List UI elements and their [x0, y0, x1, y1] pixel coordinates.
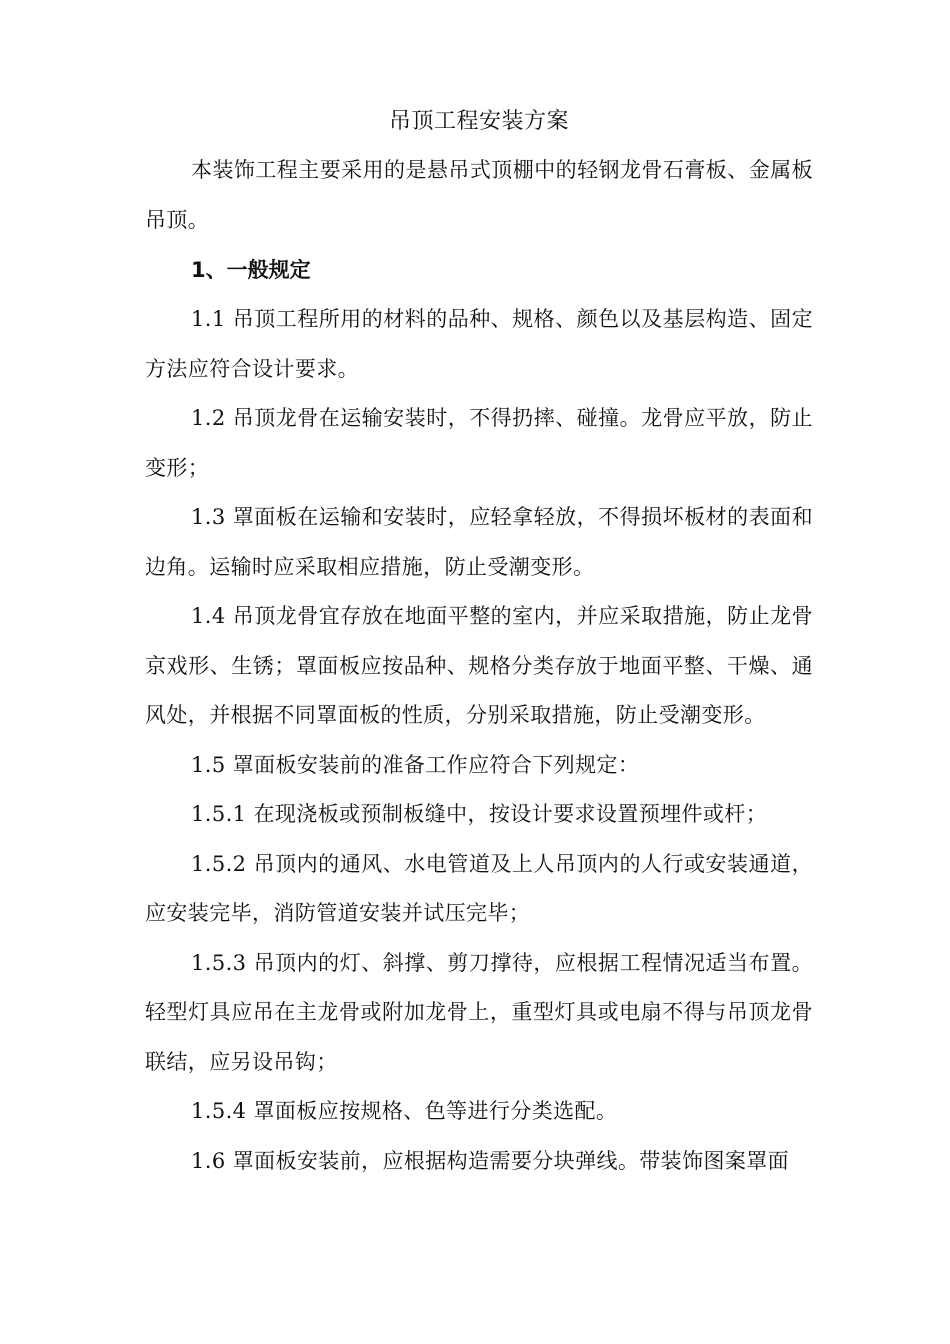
clause-1-4: 1.4 吊顶龙骨宜存放在地面平整的室内，并应采取措施，防止龙骨京戏形、生锈；罩面板应按品种、规格分类存放于地面平整、干燥、通风处，并根据不同罩面板的性质，分别采取措施，防止受潮变形。 — [145, 604, 813, 727]
clause-1-5-3: 1.5.3 吊顶内的灯、斜撑、剪刀撑待，应根据工程情况适当布置。轻型灯具应吊在主龙骨或附加龙骨上，重型灯具或电扇不得与吊顶龙骨联结，应另设吊钩； — [145, 950, 813, 1074]
document-body — [145, 98, 813, 1186]
clause-1-1: 1.1 吊顶工程所用的材料的品种、规格、颜色以及基层构造、固定方法应符合设计要求。 — [145, 307, 813, 381]
clause-1-5-2: 1.5.2 吊顶内的通风、水电管道及上人吊顶内的人行或安装通道，应安装完毕，消防管道安装并试压完毕； — [145, 851, 813, 925]
clause-1-3: 1.3 罩面板在运输和安装时，应轻拿轻放，不得损坏板材的表面和边角。运输时应采取相应措施，防止受潮变形。 — [145, 505, 813, 579]
clause-1-5: 1.5 罩面板安装前的准备工作应符合下列规定： — [191, 752, 640, 777]
clause-1-5-1: 1.5.1 在现浇板或预制板缝中，按设计要求设置预埋件或杆； — [191, 802, 768, 826]
document-title: 吊顶工程安装方案 — [388, 109, 569, 134]
intro-paragraph: 本装饰工程主要采用的是悬吊式顶棚中的轻钢龙骨石膏板、金属板吊顶。 — [145, 158, 813, 232]
clause-1-2: 1.2 吊顶龙骨在运输安装时，不得扔摔、碰撞。龙骨应平放，防止变形； — [145, 406, 813, 480]
section-heading: 1、一般规定 — [191, 258, 311, 282]
clause-1-5-4: 1.5.4 罩面板应按规格、色等进行分类选配。 — [191, 1099, 618, 1123]
clause-1-6: 1.6 罩面板安装前，应根据构造需要分块弹线。带装饰图案罩面 — [191, 1148, 790, 1173]
